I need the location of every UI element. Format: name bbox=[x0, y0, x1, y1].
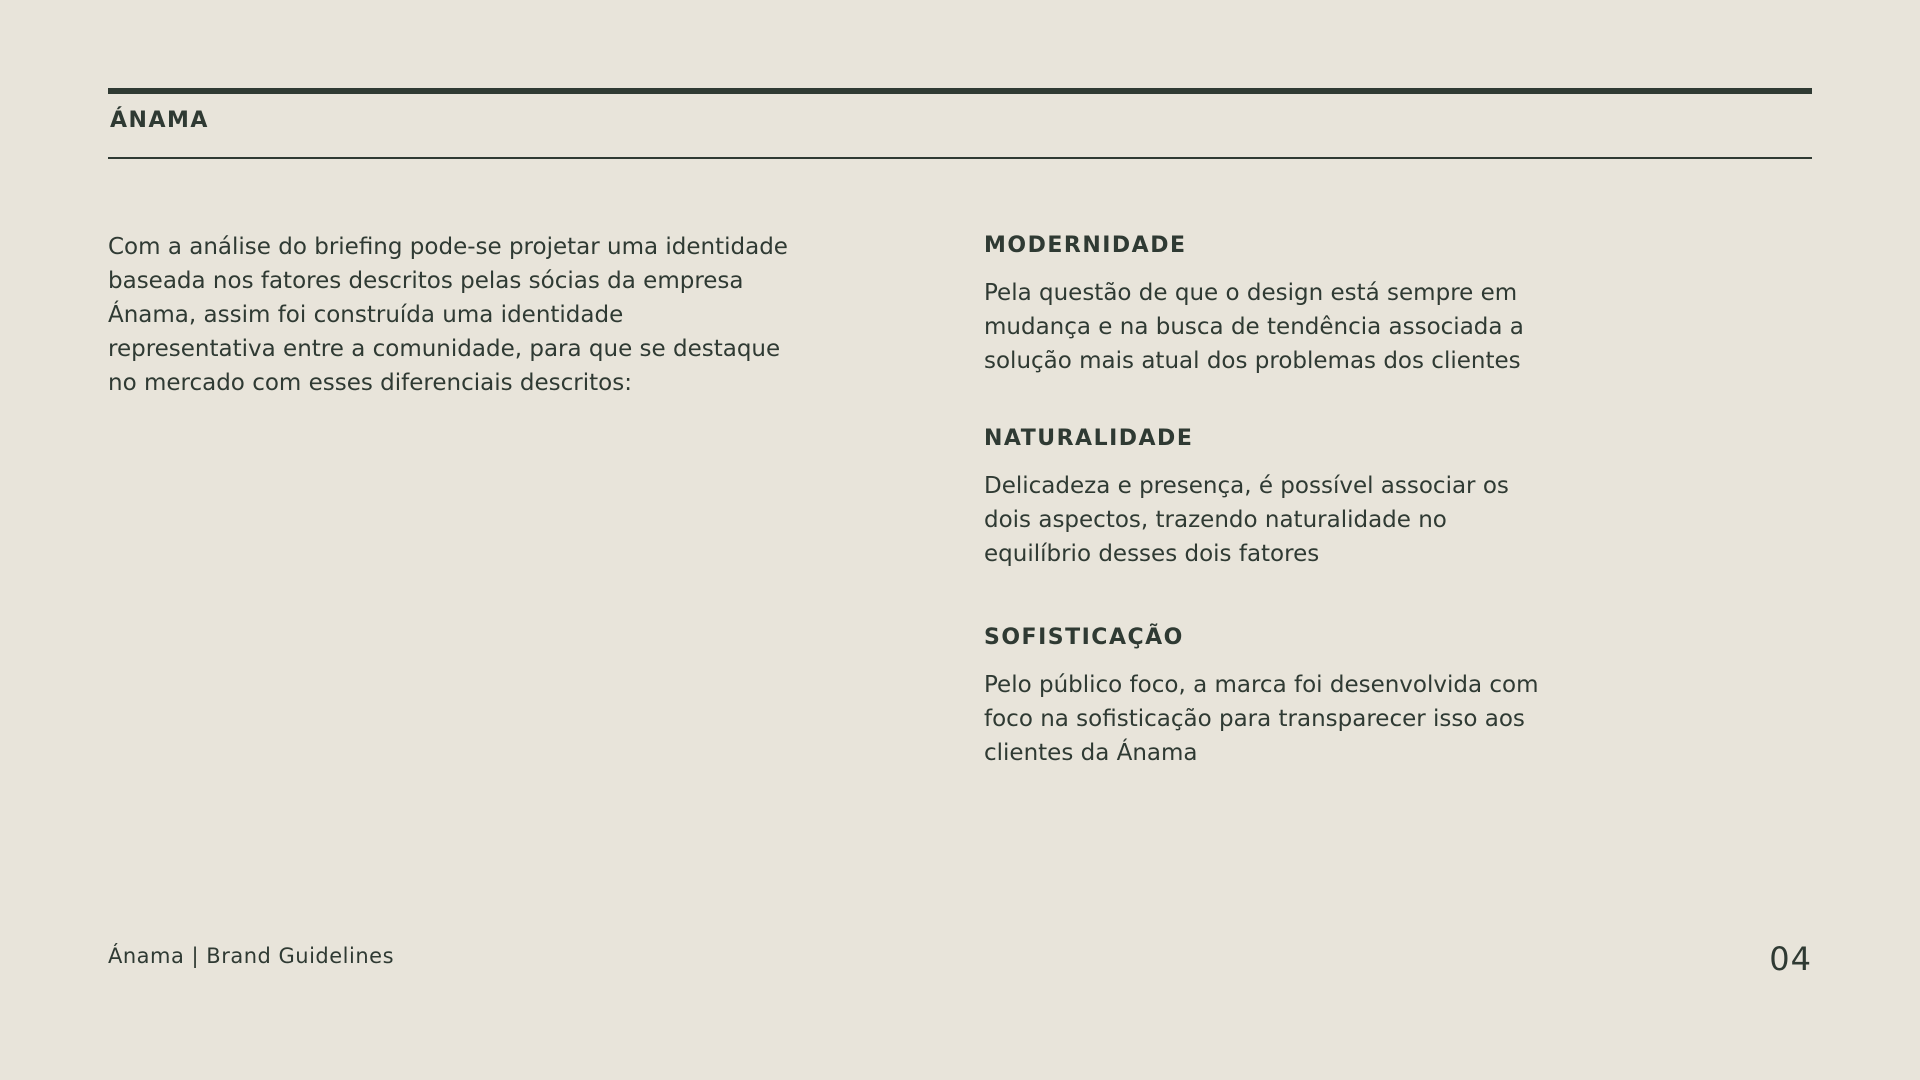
value-title: MODERNIDADE bbox=[984, 233, 1187, 258]
value-title: NATURALIDADE bbox=[984, 426, 1194, 451]
page-title: ÁNAMA bbox=[110, 108, 209, 133]
value-modernidade bbox=[984, 230, 1544, 378]
header-top-rule bbox=[108, 88, 1812, 94]
page-number: 04 bbox=[1769, 940, 1812, 978]
intro-paragraph: Com a análise do briefing pode-se projetar uma identidade baseada nos fatores descritos pelas sócias da empresa Ánama, assim foi construída uma identidade representativa entre a comunidade, para que se destaque no mercado com esses diferenciais descritos: bbox=[108, 234, 788, 396]
value-sofisticacao bbox=[984, 622, 1544, 770]
value-description: Pelo público foco, a marca foi desenvolvida com foco na sofisticação para transparecer isso aos clientes da Ánama bbox=[984, 672, 1539, 766]
footer-brand: Ánama | Brand Guidelines bbox=[108, 944, 395, 968]
value-naturalidade bbox=[984, 423, 1544, 571]
value-description: Pela questão de que o design está sempre em mudança e na busca de tendência associada a solução mais atual dos problemas dos clientes bbox=[984, 280, 1524, 374]
value-title: SOFISTICAÇÃO bbox=[984, 625, 1184, 650]
header-bottom-rule bbox=[108, 157, 1812, 159]
value-description: Delicadeza e presença, é possível associar os dois aspectos, trazendo naturalidade no equilíbrio desses dois fatores bbox=[984, 473, 1509, 567]
